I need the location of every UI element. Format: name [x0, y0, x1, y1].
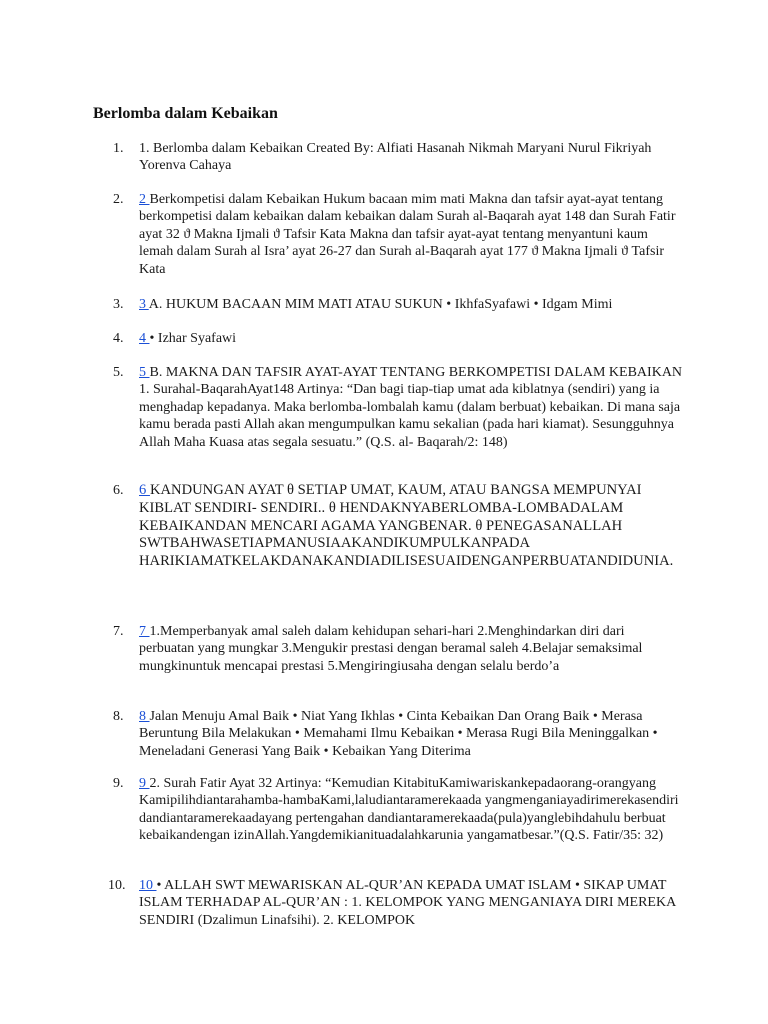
list-item-text: KANDUNGAN AYAT θ SETIAP UMAT, KAUM, ATAU BANGSA MEMPUNYAI KIBLAT SENDIRI- SENDIRI.. θ HENDAKNYABERLOMBA-LOMBADALAM KEBAIKANDAN MENCARI AGAMA YANGBENAR. θ PENEGASANALLAH SWTBAHWASETIAPMANUSIAAKANDIKUMPULKANPADA HARIKIAMATKELAKDANAKANDIADILISESUAIDENGANPERBUATANDIDUNIA. — [139, 482, 674, 570]
list-item — [113, 482, 683, 571]
list-item-body — [139, 877, 683, 929]
page-link[interactable]: 4 — [139, 331, 150, 346]
list-item — [113, 364, 683, 451]
list-item — [113, 708, 683, 760]
list-item-text: 1. Berlomba dalam Kebaikan Created By: Alfiati Hasanah Nikmah Maryani Nurul Fikriyah Yorenva Cahaya — [139, 141, 652, 174]
document-title: Berlomba dalam Kebaikan — [93, 105, 278, 122]
list-item-number: 10. — [108, 878, 126, 893]
list-item-number: 9. — [113, 776, 124, 791]
list-item-number: 1. — [113, 141, 124, 156]
list-item-text: B. MAKNA DAN TAFSIR AYAT-AYAT TENTANG BERKOMPETISI DALAM KEBAIKAN 1. Surahal-BaqarahAyat148 Artinya: “Dan bagi tiap-tiap umat ada kiblatnya (sendiri) yang ia menghadap kepadanya. Maka berlomba-lombalah kamu (dalam berbuat) kebaikan. Di mana saja kamu berada pasti Allah akan mengumpulkan kamu sekalian (pada hari kiamat). Sesungguhnya Allah Maha Kuasa atas segala sesuatu.” (Q.S. al- Baqarah/2: 148) — [139, 365, 683, 450]
list-item-text: A. HUKUM BACAAN MIM MATI ATAU SUKUN • IkhfaSyafawi • Idgam Mimi — [148, 297, 613, 312]
list-item-number: 4. — [113, 331, 124, 346]
list-item-text: Jalan Menuju Amal Baik • Niat Yang Ikhlas • Cinta Kebaikan Dan Orang Baik • Merasa Beruntung Bila Melakukan • Memahami Ilmu Kebaikan • Merasa Rugi Bila Meninggalkan • Meneladani Generasi Yang Baik • Kebaikan Yang Diterima — [139, 709, 658, 759]
page-link[interactable]: 10 — [139, 878, 157, 893]
list-item — [113, 623, 683, 675]
page-link[interactable]: 5 — [139, 365, 150, 380]
list-item-text: 2. Surah Fatir Ayat 32 Artinya: “Kemudian KitabituKamiwariskankepadaorang-orangyang Kamipilihdiantarahamba-hambaKami,laludiantaramerekaada yangmenganiayadirimerekasendiri dandiantaramerekaadayang pertengahan dandiantaramerekaada(pula)yanglebihdahulu berbuat kebaikandengan izinAllah.Yangdemikianituadalahkarunia yangamatbesar.”(Q.S. Fatir/35: 32) — [139, 776, 679, 844]
list-item-text: • ALLAH SWT MEWARISKAN AL-QUR’AN KEPADA UMAT ISLAM • SIKAP UMAT ISLAM TERHADAP AL-QUR’AN : 1. KELOMPOK YANG MENGANIAYA DIRI MEREKA SENDIRI (Dzalimun Linafsihi). 2. KELOMPOK — [139, 878, 676, 928]
list-item-body — [139, 296, 683, 313]
list-item-number: 3. — [113, 297, 124, 312]
list-item — [113, 775, 683, 845]
list-item — [113, 330, 683, 347]
list-item-text: Berkompetisi dalam Kebaikan Hukum bacaan mim mati Makna dan tafsir ayat-ayat tentang berkompetisi dalam kebaikan dalam kebaikan dalam Surah al-Baqarah ayat 148 dan Surah Fatir ayat 32 ϑ Makna Ijmali ϑ Tafsir Kata Makna dan tafsir ayat-ayat tentang menyantuni kaum lemah dalam Surah al Isra’ ayat 26-27 dan Surah al-Baqarah ayat 177 ϑ Makna Ijmali ϑ Tafsir Kata — [139, 192, 676, 277]
list-item-number: 8. — [113, 709, 124, 724]
list-item — [113, 140, 683, 175]
page-link[interactable]: 9 — [139, 776, 150, 791]
list-item-text: • Izhar Syafawi — [149, 331, 237, 346]
list-item-body — [139, 623, 683, 675]
list-item — [113, 191, 683, 278]
list-item-body — [139, 708, 683, 760]
list-item-text: 1.Memperbanyak amal saleh dalam kehidupan sehari-hari 2.Menghindarkan diri dari perbuatan yang mungkar 3.Mengukir prestasi dengan beramal saleh 4.Belajar semaksimal mungkinuntuk mencapai prestasi 5.Mengiringiusaha dengan selalu berdo’a — [139, 624, 643, 674]
list-item — [108, 877, 683, 929]
list-item — [113, 296, 683, 313]
list-item-number: 6. — [113, 483, 124, 498]
list-item-body — [139, 191, 683, 278]
list-item-body — [139, 482, 683, 571]
page-link[interactable]: 3 — [139, 297, 149, 312]
page-link[interactable]: 7 — [139, 624, 150, 639]
list-item-number: 2. — [113, 192, 124, 207]
list-item-body — [139, 364, 683, 451]
list-item-body — [139, 775, 683, 845]
list-item-number: 7. — [113, 624, 124, 639]
page-link[interactable]: 2 — [139, 192, 150, 207]
page-link[interactable]: 6 — [139, 482, 150, 498]
list-item-body — [139, 140, 683, 175]
list-item-body — [139, 330, 683, 347]
page-link[interactable]: 8 — [139, 709, 150, 724]
list-item-number: 5. — [113, 365, 124, 380]
